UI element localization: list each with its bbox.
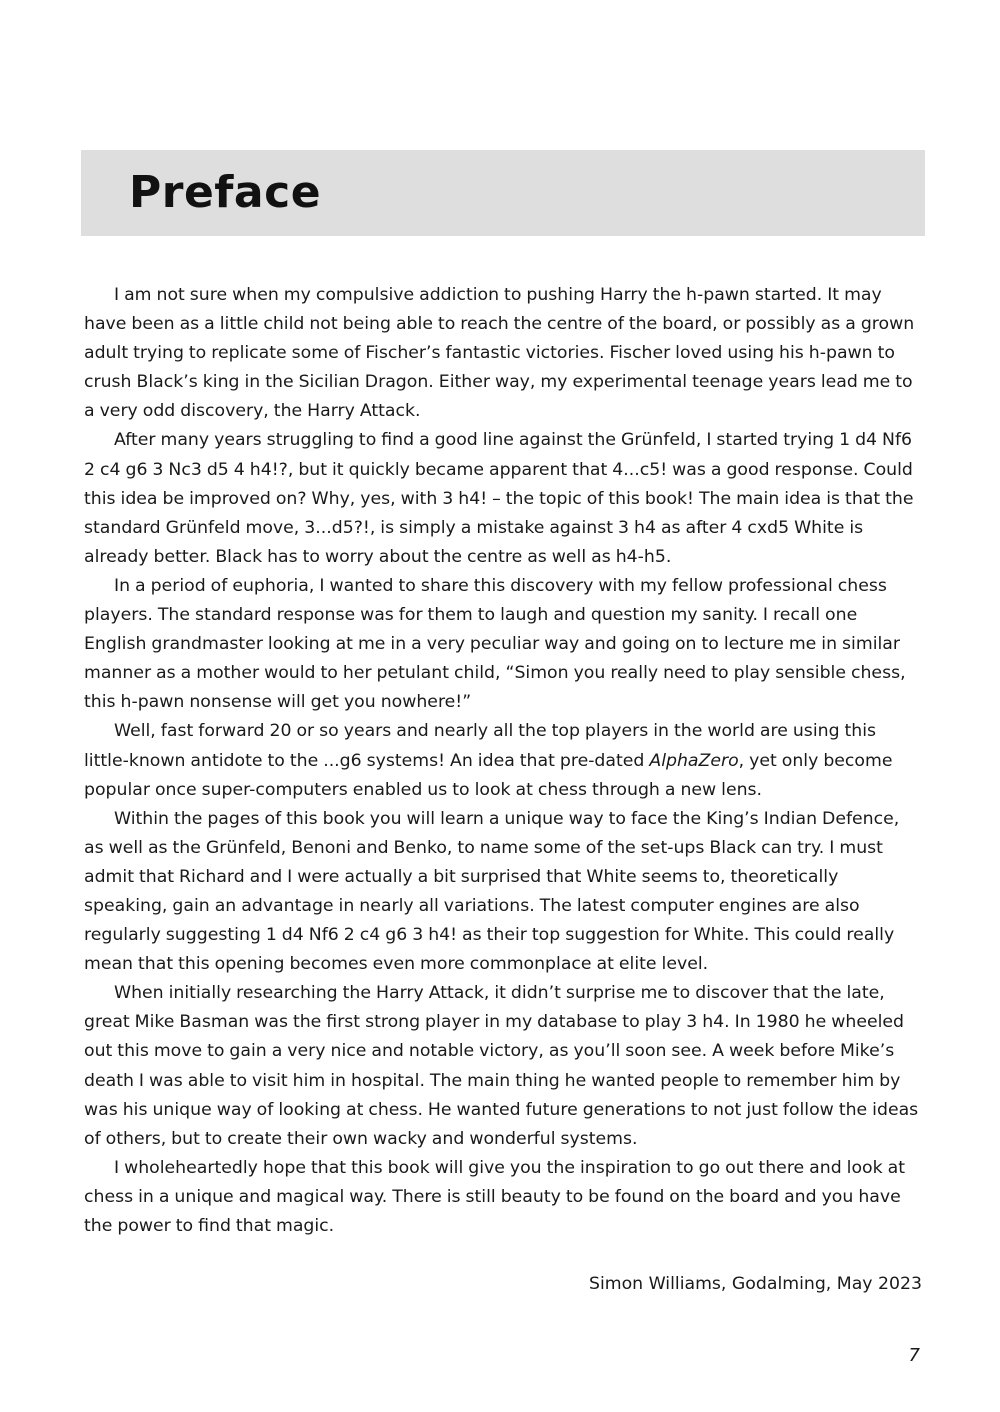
preface-body	[84, 281, 922, 1241]
paragraph-5: Within the pages of this book you will learn a unique way to face the King’s Indian Defence, as well as the Grünfeld, Benoni and Benko, to name some of the set-ups Black can try. I must admit that Richard and I were actually a bit surprised that White seems to, theoretically speaking, gain an advantage in nearly all variations. The latest computer engines are also regularly suggesting 1 d4 Nf6 2 c4 g6 3 h4! as their top suggestion for White. This could really mean that this opening becomes even more commonplace at elite level.	[84, 808, 900, 975]
paragraph-4-text-before: Well, fast forward 20 or so years and nearly all the top players in the world are using this little-known antidote to the ...g6 systems! An idea that pre-dated	[84, 721, 877, 771]
chapter-title-band	[81, 150, 925, 236]
paragraph-3: In a period of euphoria, I wanted to share this discovery with my fellow professional chess players. The standard response was for them to laugh and question my sanity. I recall one English grandmaster looking at me in a very peculiar way and going on to lecture me in similar manner as a mother would to her petulant child, “Simon you really need to play sensible chess, this h-pawn nonsense will get you nowhere!”	[84, 575, 906, 713]
page-number: 7	[908, 1345, 920, 1366]
paragraph-4	[84, 717, 922, 804]
paragraph-4-text-after: , yet only become popular once super-computers enabled us to look at chess through a new lens.	[84, 750, 893, 800]
paragraph-6: When initially researching the Harry Attack, it didn’t surprise me to discover that the late, great Mike Basman was the first strong player in my database to play 3 h4. In 1980 he wheeled out this move to gain a very nice and notable victory, as you’ll soon see. A week before Mike’s death I was able to visit him in hospital. The main thing he wanted people to remember him by was his unique way of looking at chess. He wanted future generations to not just follow the ideas of others, but to create their own wacky and wonderful systems.	[84, 983, 919, 1149]
paragraph-1: I am not sure when my compulsive addiction to pushing Harry the h-pawn started. It may have been as a little child not being able to reach the centre of the board, or possibly as a grown adult trying to replicate some of Fischer’s fantastic victories. Fischer loved using his h-pawn to crush Black’s king in the Sicilian Dragon. Either way, my experimental teenage years lead me to a very odd discovery, the Harry Attack.	[84, 285, 915, 422]
chapter-title: Preface	[129, 167, 322, 218]
alphazero-emphasis: AlphaZero	[649, 750, 739, 771]
author-signature: Simon Williams, Godalming, May 2023	[588, 1274, 922, 1294]
paragraph-2: After many years struggling to find a good line against the Grünfeld, I started trying 1 d4 Nf6 2 c4 g6 3 Nc3 d5 4 h4!?, but it quickly became apparent that 4...c5! was a good response. Could this idea be improved on? Why, yes, with 3 h4! – the topic of this book! The main idea is that the standard Grünfeld move, 3...d5?!, is simply a mistake against 3 h4 as after 4 cxd5 White is already better. Black has to worry about the centre as well as h4-h5.	[84, 430, 914, 567]
paragraph-7: I wholeheartedly hope that this book will give you the inspiration to go out there and look at chess in a unique and magical way. There is still beauty to be found on the board and you have the power to find that magic.	[84, 1157, 905, 1236]
